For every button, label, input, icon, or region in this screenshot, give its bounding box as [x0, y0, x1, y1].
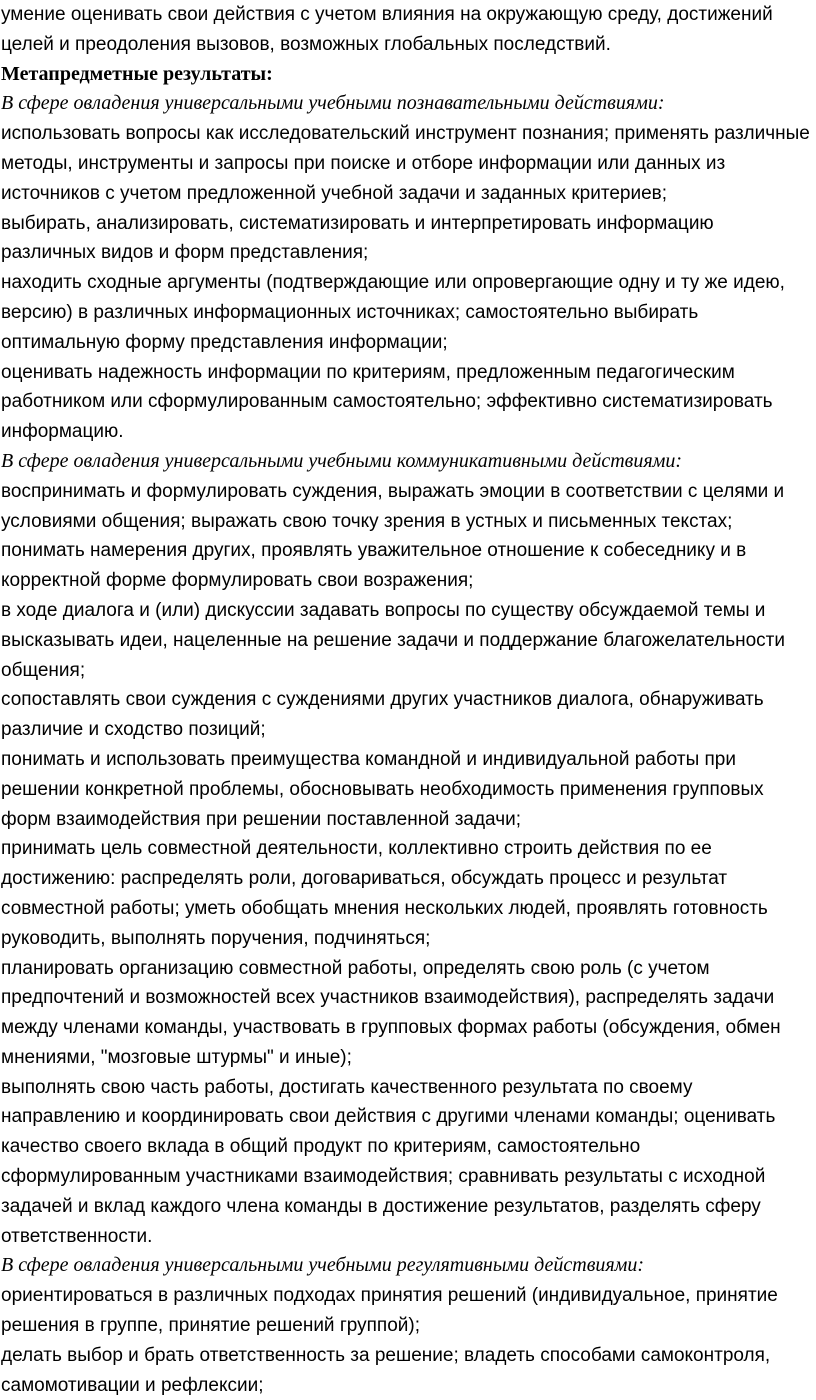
paragraph-decision-approaches: ориентироваться в различных подходах принятия решений (индивидуальное, принятие решения в группе, принятие решений группой); [1, 1285, 778, 1337]
subheading-cognitive-actions: В сфере овладения универсальными учебными познавательными действиями: [1, 92, 665, 115]
subheading-communicative-actions: В сфере овладения универсальными учебными коммуникативными действиями: [1, 449, 683, 472]
section-heading-metasubject-results: Метапредметные результаты: [1, 62, 273, 85]
paragraph-formulate-judgments: воспринимать и формулировать суждения, выражать эмоции в соответствии с целями и условиями общения; выражать свою точку зрения в устных и письменных текстах; [1, 480, 785, 532]
paragraph-compare-judgments: сопоставлять свои суждения с суждениями других участников диалога, обнаруживать различие и сходство позиций; [1, 689, 764, 741]
subheading-regulatory-actions: В сфере овладения универсальными учебными регулятивными действиями: [1, 1254, 645, 1277]
paragraph-dialogue-questions: в ходе диалога и (или) дискуссии задавать вопросы по существу обсуждаемой темы и высказывать идеи, нацеленные на решение задачи и поддержание благожелательности общения; [1, 599, 785, 681]
document-page [1, 0, 813, 1400]
paragraph-teamwork-advantages: понимать и использовать преимущества командной и индивидуальной работы при решении конкретной проблемы, обосновывать необходимость применения групповых форм взаимодействия при решении поставленной задачи; [1, 748, 764, 830]
paragraph-understand-intentions: понимать намерения других, проявлять уважительное отношение к собеседнику и в корректной форме формулировать свои возражения; [1, 540, 747, 592]
paragraph-research-questions: использовать вопросы как исследовательский инструмент познания; применять различные методы, инструменты и запросы при поиске и отборе информации или данных из источников с учетом предложенной учебной задачи и заданных критериев; [1, 123, 810, 204]
paragraph-analyze-information: выбирать, анализировать, систематизировать и интерпретировать информацию различных видов и форм представления; [1, 212, 714, 264]
paragraph-responsibility-self-control: делать выбор и брать ответственность за решение; владеть способами самоконтроля, самомотивации и рефлексии; [1, 1344, 771, 1396]
paragraph-environment-outcomes: умение оценивать свои действия с учетом влияния на окружающую среду, достижений целей и преодоления вызовов, возможных глобальных последствий. [1, 4, 773, 55]
paragraph-information-reliability: оценивать надежность информации по критериям, предложенным педагогическим работником или сформулированным самостоятельно; эффективно систематизировать информацию. [1, 361, 773, 443]
paragraph-joint-activity-goal: принимать цель совместной деятельности, коллективно строить действия по ее достижению: распределять роли, договариваться, обсуждать процесс и результат совместной работы; уметь обобщать мнения нескольких людей, проявлять готовность руководить, выполнять поручения, подчиняться; [1, 838, 768, 949]
paragraph-similar-arguments: находить сходные аргументы (подтверждающие или опровергающие одну и ту же идею, версию) в различных информационных источниках; самостоятельно выбирать оптимальную форму представления информации; [1, 272, 785, 353]
paragraph-own-part-of-work: выполнять свою часть работы, достигать качественного результата по своему направлению и координировать свои действия с другими членами команды; оценивать качество своего вклада в общий продукт по критериям, самостоятельно сформулированным участниками взаимодействия; сравнивать результаты с исходной задачей и вклад каждого члена команды в достижение результатов, разделять сферу ответственности. [1, 1076, 776, 1247]
paragraph-plan-joint-work: планировать организацию совместной работы, определять свою роль (с учетом предпочтений и возможностей всех участников взаимодействия), распределять задачи между членами команды, участвовать в групповых формах работы (обсуждения, обмен мнениями, "мозговые штурмы" и иные); [1, 957, 781, 1068]
